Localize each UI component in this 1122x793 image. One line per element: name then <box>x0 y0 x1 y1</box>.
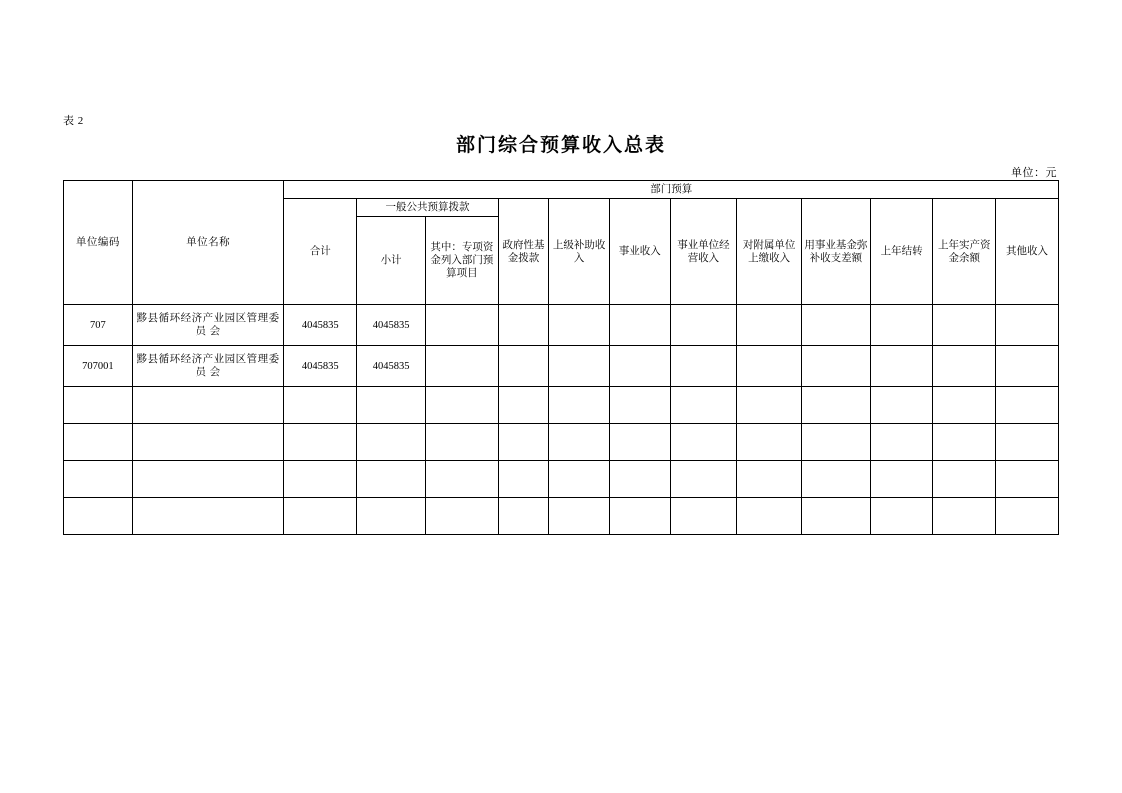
cell-special-fund <box>425 461 498 498</box>
cell-total: 4045835 <box>284 305 357 346</box>
cell-subtotal <box>357 498 426 535</box>
cell-fund-balance-offset <box>802 346 871 387</box>
cell-unit-name <box>132 387 284 424</box>
cell-unit-code <box>64 387 133 424</box>
cell-superior-subsidy <box>549 387 610 424</box>
cell-other-income <box>996 346 1059 387</box>
cell-other-income <box>996 461 1059 498</box>
cell-prior-year-carryover <box>870 498 933 535</box>
header-superior-subsidy: 上级补助收入 <box>549 199 610 305</box>
cell-business-operation-income <box>670 387 737 424</box>
cell-gov-fund <box>498 498 549 535</box>
page-title: 部门综合预算收入总表 <box>455 135 666 156</box>
cell-special-fund <box>425 346 498 387</box>
header-total: 合计 <box>284 199 357 305</box>
cell-gov-fund <box>498 346 549 387</box>
cell-special-fund <box>425 305 498 346</box>
cell-fund-balance-offset <box>802 461 871 498</box>
cell-business-operation-income <box>670 346 737 387</box>
cell-business-income <box>609 305 670 346</box>
cell-total <box>284 498 357 535</box>
cell-prior-year-carryover <box>870 424 933 461</box>
cell-affiliated-unit-payment <box>737 305 802 346</box>
header-unit-code: 单位编码 <box>64 181 133 305</box>
cell-subtotal: 4045835 <box>357 305 426 346</box>
cell-gov-fund <box>498 461 549 498</box>
cell-business-income <box>609 498 670 535</box>
cell-fund-balance-offset <box>802 498 871 535</box>
cell-business-operation-income <box>670 498 737 535</box>
sheet-label: 表 2 <box>63 115 84 127</box>
table-row <box>64 461 1059 498</box>
header-subtotal: 小计 <box>357 217 426 305</box>
cell-prior-year-carryover <box>870 461 933 498</box>
cell-prior-year-actual-balance <box>933 498 996 535</box>
header-prior-year-carryover: 上年结转 <box>870 199 933 305</box>
cell-other-income <box>996 424 1059 461</box>
cell-other-income <box>996 305 1059 346</box>
cell-affiliated-unit-payment <box>737 424 802 461</box>
cell-business-income <box>609 424 670 461</box>
cell-affiliated-unit-payment <box>737 387 802 424</box>
cell-prior-year-actual-balance <box>933 424 996 461</box>
cell-special-fund <box>425 498 498 535</box>
cell-affiliated-unit-payment <box>737 498 802 535</box>
cell-total: 4045835 <box>284 346 357 387</box>
header-business-operation-income: 事业单位经营收入 <box>670 199 737 305</box>
header-affiliated-unit-payment: 对附属单位上缴收入 <box>737 199 802 305</box>
cell-business-operation-income <box>670 305 737 346</box>
cell-affiliated-unit-payment <box>737 346 802 387</box>
cell-subtotal <box>357 387 426 424</box>
cell-business-income <box>609 346 670 387</box>
cell-total <box>284 387 357 424</box>
table-row <box>64 387 1059 424</box>
cell-business-operation-income <box>670 424 737 461</box>
cell-prior-year-actual-balance <box>933 387 996 424</box>
cell-affiliated-unit-payment <box>737 461 802 498</box>
table-row <box>64 346 1059 387</box>
cell-superior-subsidy <box>549 424 610 461</box>
cell-prior-year-carryover <box>870 305 933 346</box>
cell-subtotal <box>357 424 426 461</box>
table-header-row-1 <box>64 181 1059 199</box>
cell-unit-code: 707001 <box>64 346 133 387</box>
header-fund-balance-offset: 用事业基金弥补收支差额 <box>802 199 871 305</box>
cell-unit-name <box>132 461 284 498</box>
cell-fund-balance-offset <box>802 387 871 424</box>
cell-business-income <box>609 461 670 498</box>
table-row <box>64 424 1059 461</box>
cell-business-operation-income <box>670 461 737 498</box>
header-business-income: 事业收入 <box>609 199 670 305</box>
cell-unit-name <box>132 498 284 535</box>
cell-gov-fund <box>498 387 549 424</box>
cell-unit-name: 黟县循环经济产业园区管理委员 会 <box>132 305 284 346</box>
cell-total <box>284 461 357 498</box>
cell-unit-code <box>64 424 133 461</box>
cell-unit-code: 707 <box>64 305 133 346</box>
cell-gov-fund <box>498 424 549 461</box>
header-prior-year-actual-balance: 上年实产资金余额 <box>933 199 996 305</box>
header-unit-name: 单位名称 <box>132 181 284 305</box>
cell-fund-balance-offset <box>802 305 871 346</box>
cell-superior-subsidy <box>549 461 610 498</box>
cell-prior-year-actual-balance <box>933 305 996 346</box>
cell-fund-balance-offset <box>802 424 871 461</box>
budget-income-table <box>63 180 1059 535</box>
cell-prior-year-carryover <box>870 346 933 387</box>
table-row <box>64 305 1059 346</box>
cell-other-income <box>996 387 1059 424</box>
cell-other-income <box>996 498 1059 535</box>
cell-superior-subsidy <box>549 346 610 387</box>
cell-subtotal <box>357 461 426 498</box>
cell-unit-name <box>132 424 284 461</box>
cell-superior-subsidy <box>549 305 610 346</box>
cell-prior-year-carryover <box>870 387 933 424</box>
cell-unit-code <box>64 461 133 498</box>
table-row <box>64 498 1059 535</box>
header-general-public-budget: 一般公共预算拨款 <box>357 199 499 217</box>
header-special-fund: 其中：专项资金列入部门预算项目 <box>425 217 498 305</box>
cell-unit-name: 黟县循环经济产业园区管理委员 会 <box>132 346 284 387</box>
cell-total <box>284 424 357 461</box>
cell-gov-fund <box>498 305 549 346</box>
unit-note: 单位：元 <box>1011 167 1057 179</box>
cell-special-fund <box>425 424 498 461</box>
cell-special-fund <box>425 387 498 424</box>
cell-business-income <box>609 387 670 424</box>
header-gov-fund: 政府性基金拨款 <box>498 199 549 305</box>
cell-subtotal: 4045835 <box>357 346 426 387</box>
header-other-income: 其他收入 <box>996 199 1059 305</box>
cell-superior-subsidy <box>549 498 610 535</box>
cell-prior-year-actual-balance <box>933 461 996 498</box>
cell-prior-year-actual-balance <box>933 346 996 387</box>
cell-unit-code <box>64 498 133 535</box>
header-department-budget: 部门预算 <box>284 181 1059 199</box>
